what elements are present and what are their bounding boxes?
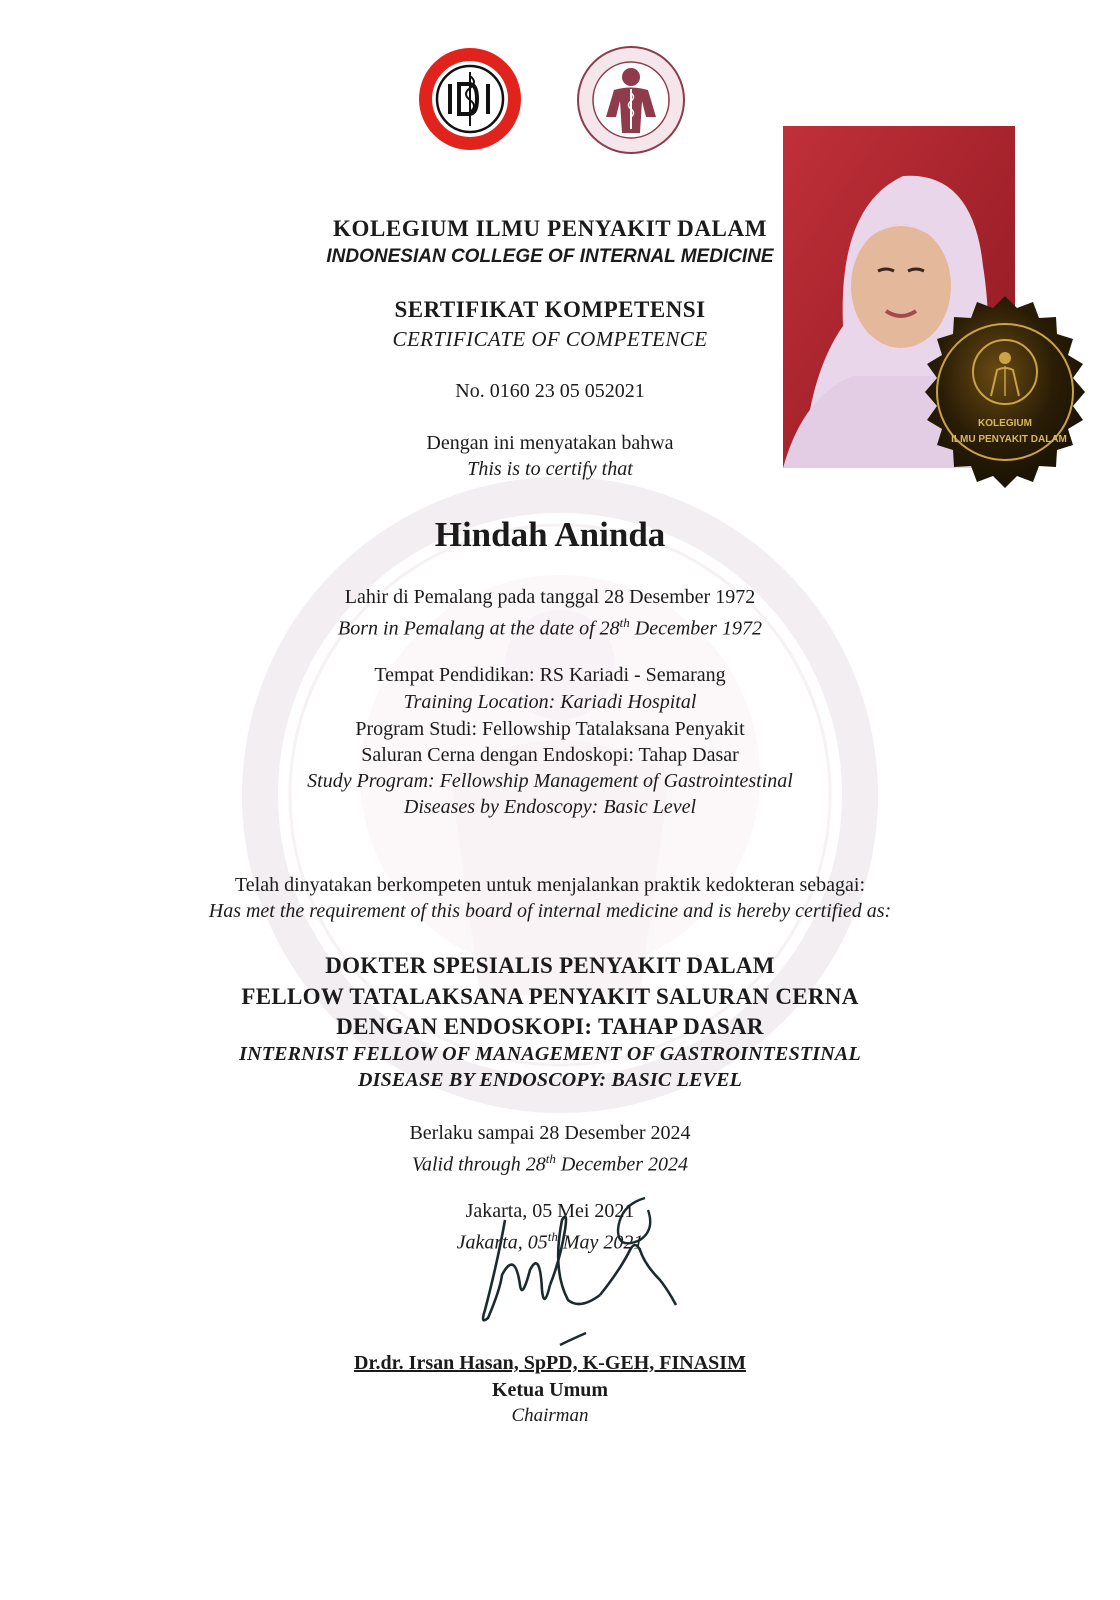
training-location-id: Tempat Pendidikan: RS Kariadi - Semarang — [374, 664, 726, 686]
competence-statement-id: Telah dinyatakan berkompeten untuk menjalankan praktik kedokteran sebagai: — [234, 874, 866, 896]
signatory-role-id: Ketua Umum — [491, 1379, 609, 1401]
statement-id: Dengan ini menyatakan bahwa — [426, 432, 674, 454]
study-program-en-2: Diseases by Endoscopy: Basic Level — [403, 796, 697, 818]
training-location-en: Training Location: Kariadi Hospital — [403, 691, 697, 713]
competence-title-en-2: DISEASE BY ENDOSCOPY: BASIC LEVEL — [357, 1069, 743, 1091]
signatory-name: Dr.dr. Irsan Hasan, SpPD, K-GEH, FINASIM — [354, 1352, 746, 1374]
study-program-id-2: Saluran Cerna dengan Endoskopi: Tahap Dasar — [361, 744, 739, 766]
certificate-title-en: CERTIFICATE OF COMPETENCE — [392, 327, 708, 351]
recipient-name: Hindah Aninda — [434, 515, 666, 554]
seal-text-2: ILMU PENYAKIT DALAM — [951, 434, 1067, 445]
birth-line-en: Born in Pemalang at the date of 28th December 1972 — [338, 615, 762, 640]
competence-title-id-2: FELLOW TATALAKSANA PENYAKIT SALURAN CERNA — [241, 984, 859, 1009]
seal-text-1: KOLEGIUM — [978, 418, 1032, 429]
competence-title-id-1: DOKTER SPESIALIS PENYAKIT DALAM — [325, 953, 775, 978]
study-program-en-1: Study Program: Fellowship Management of Gastrointestinal — [307, 770, 793, 792]
certificate-title-id: SERTIFIKAT KOMPETENSI — [394, 297, 706, 322]
college-name-en: INDONESIAN COLLEGE OF INTERNAL MEDICINE — [326, 246, 774, 267]
competence-statement-en: Has met the requirement of this board of internal medicine and is hereby certified as: — [208, 900, 892, 922]
issue-place-date-en: Jakarta, 05th May 2021 — [456, 1229, 644, 1254]
handwritten-signature — [440, 1190, 700, 1350]
birth-line-id: Lahir di Pemalang pada tanggal 28 Desember 1972 — [344, 586, 756, 608]
competence-title-en-1: INTERNIST FELLOW OF MANAGEMENT OF GASTROINTESTINAL — [239, 1043, 861, 1065]
validity-id: Berlaku sampai 28 Desember 2024 — [409, 1122, 691, 1144]
statement-en: This is to certify that — [467, 458, 633, 480]
certificate-number: No. 0160 23 05 052021 — [455, 380, 645, 402]
validity-en: Valid through 28th December 2024 — [411, 1151, 689, 1176]
study-program-id-1: Program Studi: Fellowship Tatalaksana Penyakit — [355, 718, 745, 740]
issue-place-date-id: Jakarta, 05 Mei 2021 — [465, 1200, 635, 1222]
idi-logo — [415, 44, 525, 154]
signatory-role-en: Chairman — [511, 1405, 589, 1426]
papdi-logo — [576, 45, 686, 155]
competence-title-id-3: DENGAN ENDOSKOPI: TAHAP DASAR — [336, 1014, 764, 1039]
college-name-id: KOLEGIUM ILMU PENYAKIT DALAM — [332, 216, 768, 241]
